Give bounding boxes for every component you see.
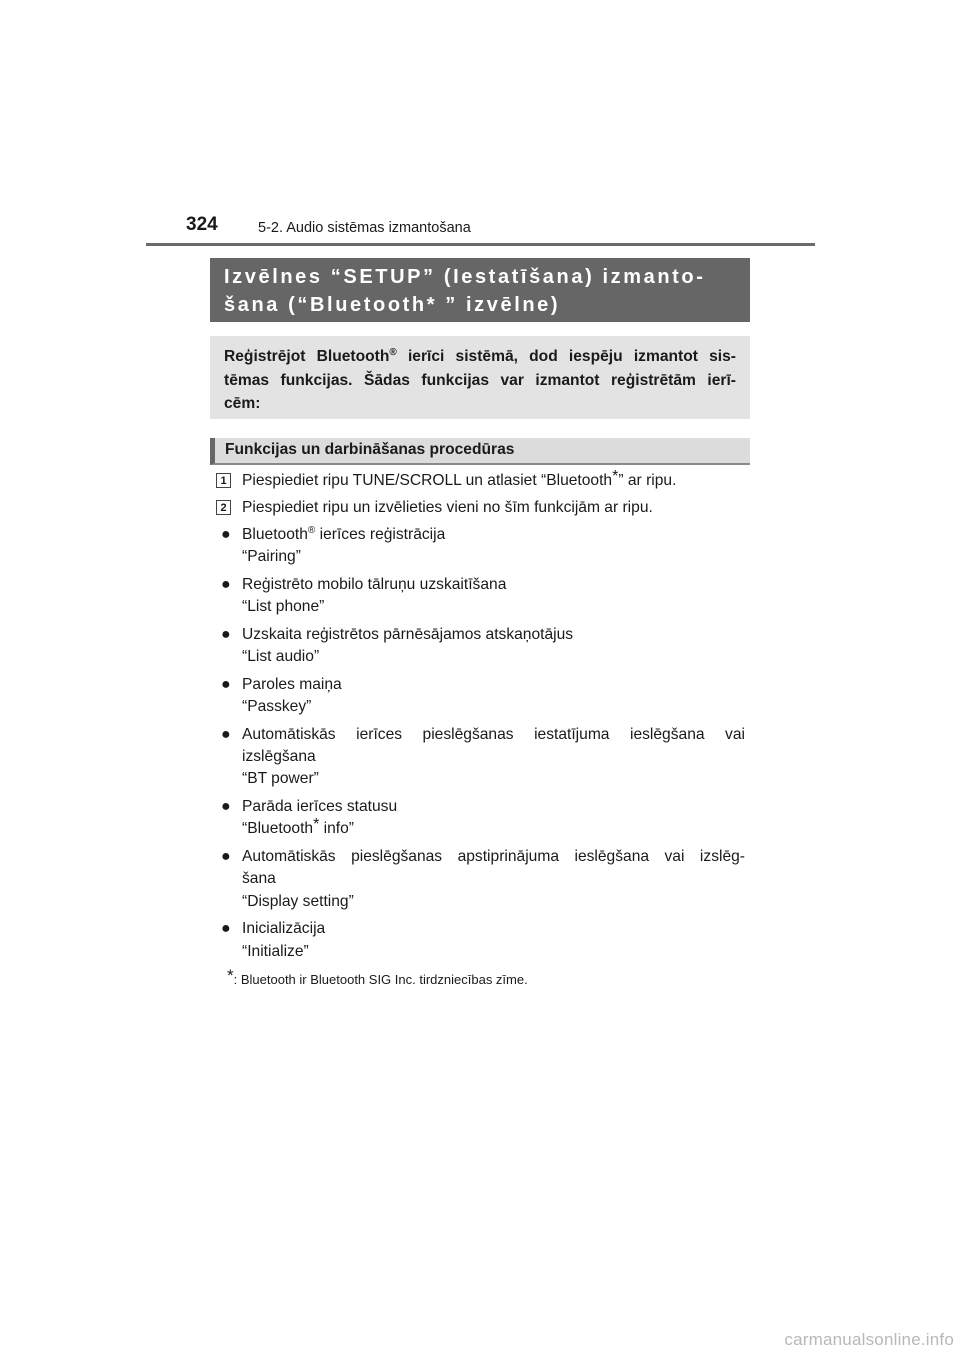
list-item — [221, 624, 745, 668]
footnote-asterisk: * — [227, 966, 234, 985]
registered-mark: ® — [307, 525, 316, 536]
header-rule — [146, 243, 815, 246]
bullet-dot-icon: ● — [221, 798, 231, 816]
item-menu-name: “List phone” — [242, 598, 325, 616]
item-title: Inicializācija — [242, 920, 326, 938]
item-title: Uzskaita reģistrētos pārnēsājamos atskaņotājus — [242, 626, 574, 643]
list-item — [221, 524, 745, 568]
intro-line-1: Reģistrējot Bluetooth® ierīci sistēmā, dod iespēju izmantot sis- — [224, 347, 736, 365]
bullet-dot-icon: ● — [221, 726, 231, 743]
item-title: Automātiskās pieslēgšanas apstiprinājuma ieslēgšana vai izslēg- — [242, 848, 745, 866]
section-label: 5-2. Audio sistēmas izmantošana — [258, 220, 471, 236]
registered-mark: ® — [389, 347, 397, 358]
step-text-1: Piespiediet ripu TUNE/SCROLL un atlasiet “Bluetooth*” ar ripu. — [242, 468, 677, 489]
list-item — [221, 574, 745, 618]
item-menu-name: “Bluetooth* info” — [242, 816, 354, 838]
title-box — [210, 258, 750, 322]
bullet-list — [221, 524, 745, 968]
intro-line-2: tēmas funkcijas. Šādas funkcijas var izmantot reģistrētām ierī- — [224, 371, 736, 389]
item-menu-name: “Pairing” — [242, 548, 301, 566]
item-title-continued: šana — [242, 870, 276, 888]
bullet-dot-icon: ● — [221, 920, 231, 938]
page-number: 324 — [186, 214, 218, 235]
item-menu-name: “Passkey” — [242, 698, 312, 716]
step-number-2: 2 — [216, 500, 231, 515]
item-title: Paroles maiņa — [242, 676, 342, 693]
item-title: Parāda ierīces statusu — [242, 798, 398, 816]
sub-heading: Funkcijas un darbināšanas procedūras — [210, 438, 750, 465]
item-title-continued: izslēgšana — [242, 748, 316, 766]
item-title: Automātiskās ierīces pieslēgšanas iestatījuma ieslēgšana vai — [242, 726, 745, 743]
bullet-dot-icon: ● — [221, 676, 231, 693]
item-menu-name: “List audio” — [242, 648, 320, 666]
intro-box — [210, 336, 750, 419]
footnote-text: : Bluetooth ir Bluetooth SIG Inc. tirdzniecības zīme. — [233, 972, 528, 987]
footnote — [227, 966, 528, 987]
item-title: Bluetooth® ierīces reģistrācija — [242, 525, 446, 543]
list-item — [221, 674, 745, 718]
asterisk: * — [612, 468, 619, 485]
step-text-2: Piespiediet ripu un izvēlieties vieni no šīm funkcijām ar ripu. — [242, 499, 653, 516]
bullet-dot-icon: ● — [221, 526, 231, 543]
bullet-dot-icon: ● — [221, 576, 231, 593]
title-line-2: šana (“Bluetooth* ” izvēlne) — [224, 294, 561, 316]
bullet-dot-icon: ● — [221, 626, 231, 643]
list-item — [221, 918, 745, 962]
item-menu-name: “BT power” — [242, 770, 319, 788]
step-number-1: 1 — [216, 473, 231, 488]
item-menu-name: “Display setting” — [242, 892, 354, 910]
item-title: Reģistrēto mobilo tālruņu uzskaitīšana — [242, 576, 507, 593]
item-menu-name: “Initialize” — [242, 942, 309, 960]
title-line-1: Izvēlnes “SETUP” (Iestatīšana) izmanto- — [224, 266, 706, 288]
list-item — [221, 796, 745, 840]
bullet-dot-icon: ● — [221, 848, 231, 866]
intro-line-3: cēm: — [224, 395, 261, 413]
watermark: carmanualsonline.info — [784, 1330, 954, 1349]
asterisk: * — [313, 816, 320, 834]
list-item — [221, 846, 745, 913]
list-item — [221, 724, 745, 791]
